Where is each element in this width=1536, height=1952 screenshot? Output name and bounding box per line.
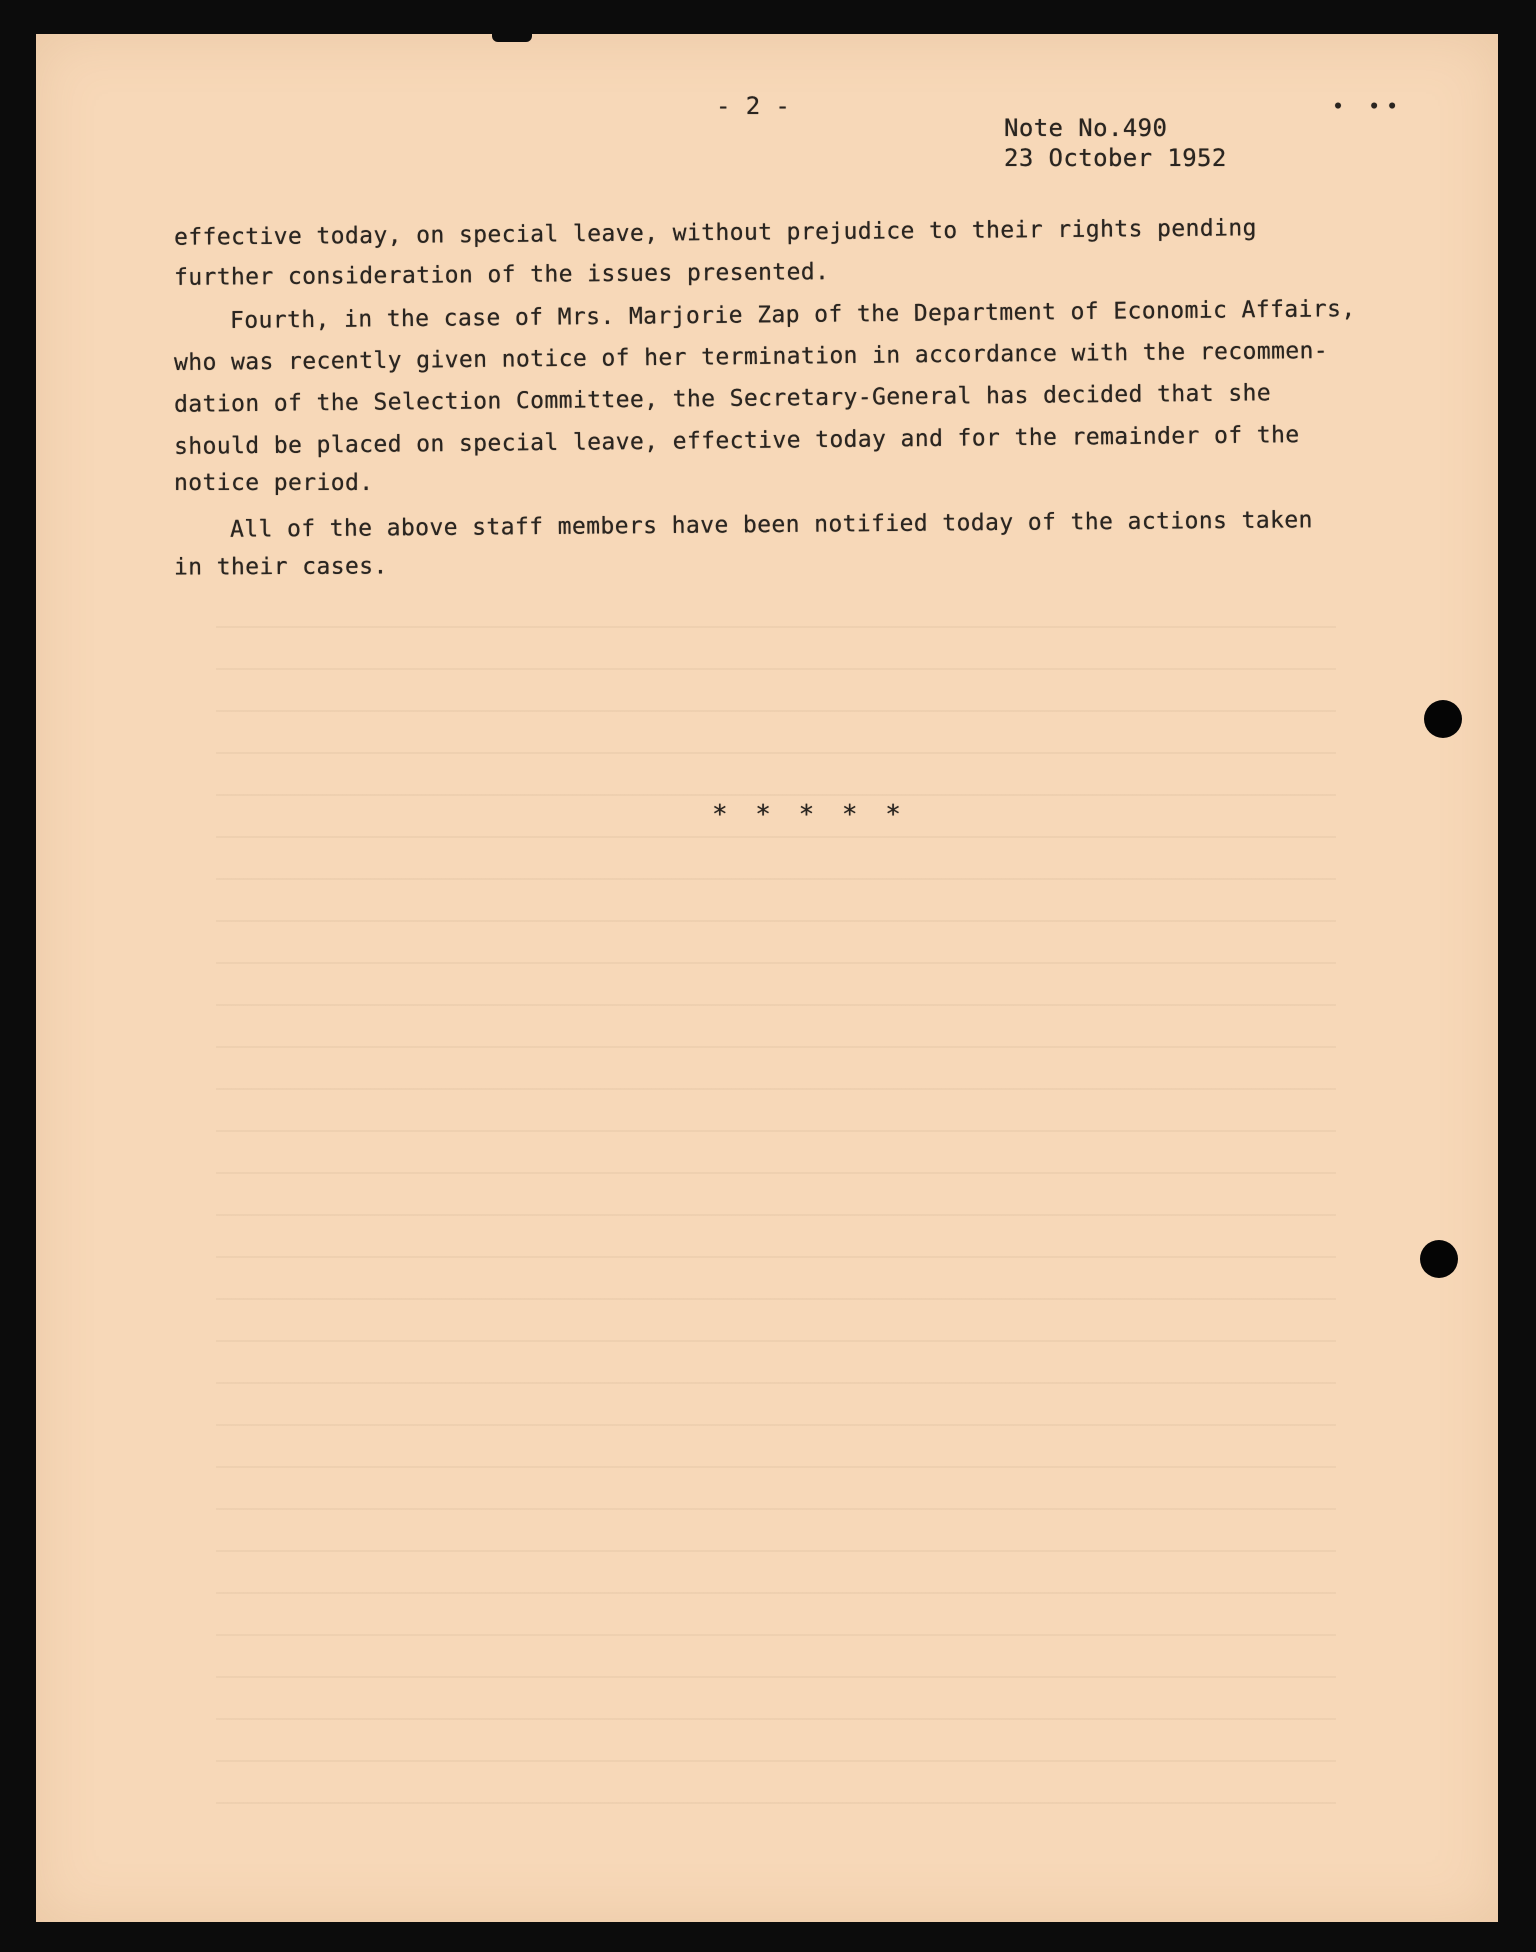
- corner-mark: • ••: [1332, 94, 1405, 118]
- body-line: further consideration of the issues presented.: [173, 259, 830, 291]
- body-line: in their cases.: [173, 553, 388, 581]
- document-page: [36, 34, 1498, 1922]
- note-date: 23 October 1952: [1004, 144, 1227, 172]
- body-line: All of the above staff members have been notified today of the actions taken: [229, 507, 1313, 543]
- body-line: notice period.: [174, 470, 374, 496]
- punch-hole: [1424, 700, 1462, 738]
- punch-hole: [1420, 1240, 1458, 1278]
- scan-edge-tab: [492, 28, 532, 42]
- separator-stars: * * * * *: [712, 800, 907, 830]
- body-line: dation of the Selection Committee, the Secretary-General has decided that she: [173, 380, 1272, 418]
- page-number: - 2 -: [716, 92, 791, 120]
- show-through-texture: [216, 594, 1336, 1834]
- body-line: Fourth, in the case of Mrs. Marjorie Zap of the Department of Economic Affairs,: [229, 296, 1356, 334]
- body-line: should be placed on special leave, effective today and for the remainder of the: [173, 422, 1300, 460]
- note-number: Note No.490: [1004, 114, 1168, 142]
- body-line: who was recently given notice of her termination in accordance with the recommen-: [173, 337, 1329, 377]
- body-line: effective today, on special leave, without prejudice to their rights pending: [173, 215, 1257, 251]
